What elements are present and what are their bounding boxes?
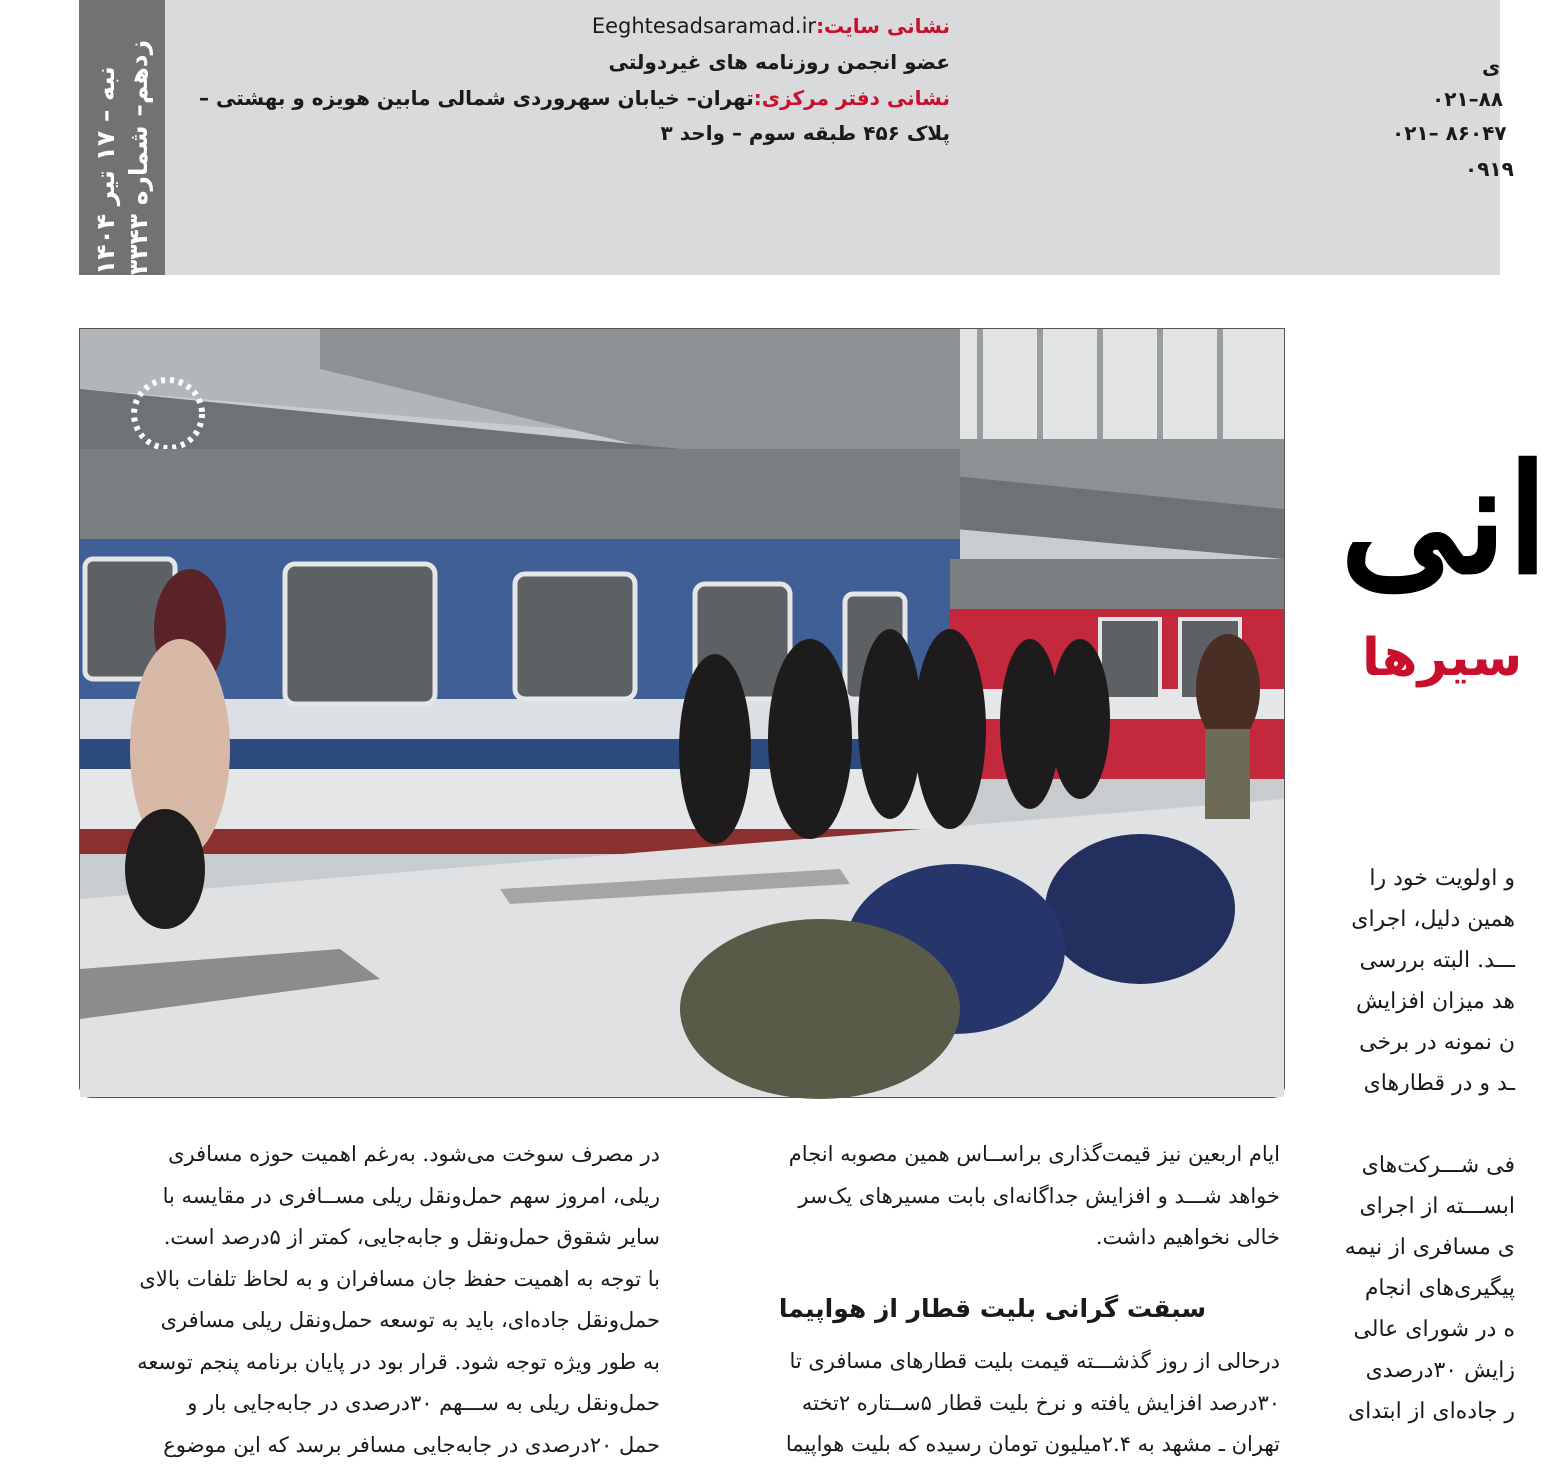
office-line-2: پلاک ۴۵۶ طبقه سوم – واحد ۳	[660, 121, 950, 145]
text-line: در مصرف سوخت می‌شود. به‌رغم اهمیت حوزه مسافری	[168, 1142, 660, 1166]
text-line: سایر شقوق حمل‌ونقل و جابه‌جایی، کمتر از ۵درصد است.	[163, 1225, 660, 1249]
text-line: ۳۰درصد افزایش یافته و نرخ بلیت قطار ۵ســتاره ۲تخته	[801, 1390, 1280, 1415]
middle-column-top	[705, 1134, 1280, 1259]
phone-label: ی	[1482, 55, 1501, 79]
text-line: پیگیری‌های انجام	[1364, 1276, 1515, 1301]
text-line: همین دلیل، اجرای	[1351, 907, 1515, 932]
text-line: فی شـــرکت‌های	[1361, 1153, 1515, 1178]
phone-number: ۰۲۱– ۸۶۰۴۷	[1392, 121, 1507, 145]
date-strip	[79, 0, 165, 275]
middle-column-bottom	[705, 1341, 1280, 1466]
phone-numbers	[1370, 55, 1514, 195]
text-line: خالی نخواهیم داشت.	[1095, 1225, 1280, 1249]
site-line	[592, 14, 950, 38]
office-label: نشانی دفتر مرکزی:	[753, 86, 950, 110]
office-address: تهران– خیابان سهروردی شمالی مابین هویزه و بهشتی –	[199, 86, 754, 110]
phone-number: ۰۹۱۹	[1465, 157, 1514, 181]
phone-number: ۰۲۱–۸۸	[1432, 87, 1504, 111]
text-line: خواهد شـــد و افزایش جداگانه‌ای بابت مسیرهای یک‌سر	[798, 1183, 1280, 1208]
news-photo	[79, 328, 1285, 1098]
text-line: ـــد. البته بررسی	[1359, 948, 1515, 973]
text-line: درحالی از روز گذشـــته قیمت بلیت قطارهای مسافری تا	[789, 1349, 1280, 1373]
text-line: زایش ۳۰درصدی	[1365, 1358, 1515, 1383]
section-subhead: سبقت گرانی بلیت قطار از هواپیما	[778, 1294, 1207, 1323]
text-line: ایام اربعین نیز قیمت‌گذاری براســاس همین مصوبه انجام	[788, 1142, 1280, 1166]
text-line: ـد و در قطارهای	[1363, 1071, 1515, 1096]
text-line: ه در شورای عالی	[1353, 1317, 1515, 1342]
issue-date: نبه – ۱۷ تیر ۱۴۰۴ زدهم– شماره ۳۳۴۳	[91, 40, 153, 275]
site-url[interactable]: Eeghtesadsaramad.ir	[591, 14, 817, 38]
text-line: ابســـته از اجرای	[1359, 1194, 1515, 1219]
right-column-block-2	[1325, 1145, 1515, 1432]
association-line: عضو انجمن روزنامه های غیردولتی	[608, 50, 950, 74]
text-line: ی مسافری از نیمه	[1344, 1235, 1515, 1260]
text-line: تهران ـ مشهد به ۲.۴میلیون تومان رسیده که بلیت هواپیما	[785, 1432, 1280, 1456]
right-column-block-1	[1325, 858, 1515, 1104]
text-line: با توجه به اهمیت حفظ جان مسافران و به لحاظ تلفات بالای	[139, 1266, 660, 1291]
subheadline-fragment: سیرها	[1362, 628, 1523, 688]
text-line: ریلی، امروز سهم حمل‌ونقل ریلی مســافری در مقایسه با	[162, 1183, 660, 1208]
office-line	[199, 86, 950, 110]
text-line: هد میزان افزایش	[1355, 989, 1515, 1014]
text-line: به طور ویژه توجه شود. قرار بود در پایان برنامه پنجم توسعه	[137, 1349, 660, 1374]
headline-fragment: انی	[1340, 432, 1548, 608]
text-line: و اولویت خود را	[1369, 866, 1515, 891]
text-line: حمل‌ونقل جاده‌ای، باید به توسعه حمل‌ونقل ریلی مسافری	[160, 1308, 660, 1332]
text-line: حمل ۲۰درصدی در جابه‌جایی مسافر برسد که این موضوع	[163, 1432, 660, 1457]
train-platform-illustration	[80, 329, 1284, 1097]
text-line: حمل‌ونقل ریلی به ســـهم ۳۰درصدی در جابه‌جایی بار و	[187, 1391, 660, 1415]
site-label: نشانی سایت:	[816, 14, 950, 38]
text-line: ن نمونه در برخی	[1359, 1030, 1515, 1055]
left-column	[90, 1134, 660, 1466]
text-line: ر جاده‌ای از ابتدای	[1347, 1399, 1515, 1424]
publisher-info	[199, 0, 950, 200]
